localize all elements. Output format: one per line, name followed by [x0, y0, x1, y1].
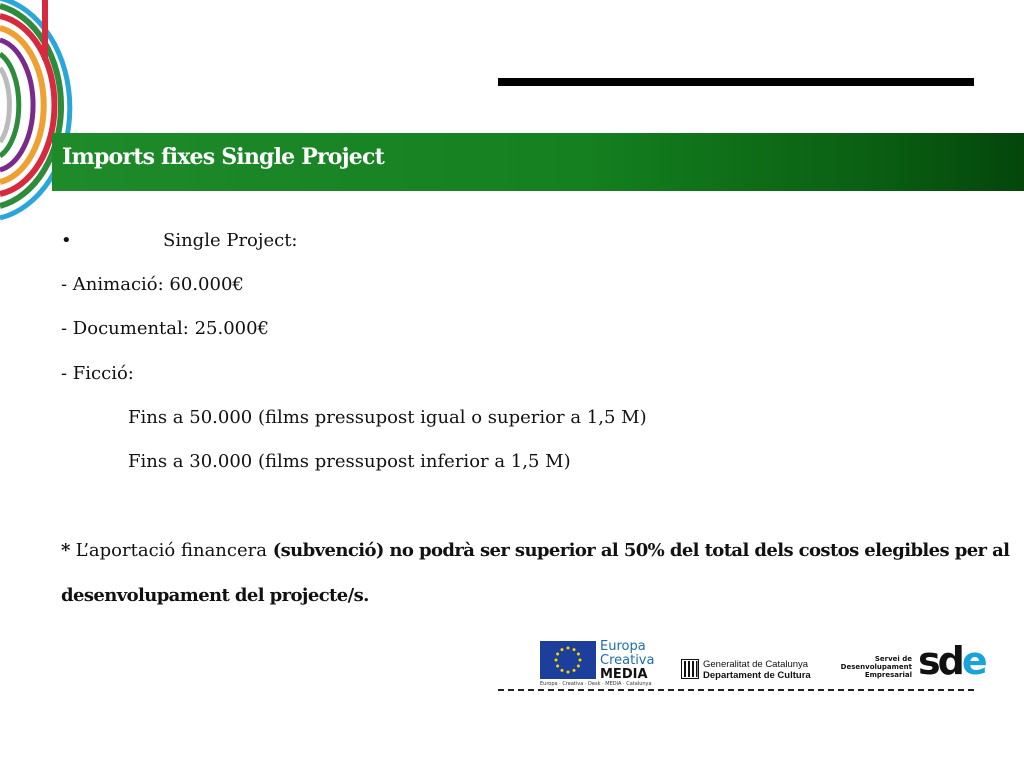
- sde-logo: [918, 640, 985, 682]
- europa-sub-label: Europa · Creativa · Desk · MEDIA · Catalunya: [540, 681, 652, 687]
- sde-caption-line-3: Empresarial: [864, 671, 912, 679]
- decorative-arcs: [0, 0, 90, 230]
- sde-caption-line-1: Servei de: [874, 655, 912, 663]
- note-line-2: desenvolupament del projecte/s.: [61, 585, 369, 606]
- note-line-1: [61, 540, 1009, 562]
- top-rule: [498, 78, 974, 86]
- sub-item-1: Fins a 50.000 (films pressupost igual o superior a 1,5 M): [128, 407, 647, 428]
- departament-label: Departament de Cultura: [703, 670, 811, 681]
- europa-label: Europa: [600, 639, 646, 654]
- item-animacio: - Animació: 60.000€: [61, 274, 244, 295]
- generalitat-logo: [703, 659, 811, 681]
- slide-title: Imports fixes Single Project: [62, 144, 384, 170]
- footer-dashed-rule: [498, 689, 974, 691]
- bullet-dot: •: [61, 230, 72, 251]
- sde-logo-s: s: [918, 639, 938, 683]
- sde-caption: [838, 655, 912, 679]
- creativa-label: Creativa: [600, 653, 655, 668]
- note-asterisk: *: [61, 540, 70, 561]
- title-band: [52, 133, 1024, 191]
- sde-caption-line-2: Desenvolupament: [840, 663, 912, 671]
- europa-creativa-logo: [600, 640, 654, 682]
- sde-logo-e: e: [961, 639, 985, 683]
- item-ficcio: - Ficció:: [61, 363, 134, 384]
- note-bold-1: (subvenció) no podrà ser superior al 50% del total dels costos elegibles per al: [272, 540, 1010, 561]
- sde-logo-d: d: [937, 639, 962, 683]
- media-label: MEDIA: [600, 667, 648, 682]
- sub-item-2: Fins a 30.000 (films pressupost inferior a 1,5 M): [128, 451, 571, 472]
- generalitat-flag-icon: [681, 659, 699, 679]
- bullet-text: Single Project:: [163, 230, 298, 251]
- item-documental: - Documental: 25.000€: [61, 318, 270, 339]
- eu-flag-icon: [540, 641, 596, 679]
- note-plain: L’aportació financera: [75, 540, 267, 561]
- generalitat-label: Generalitat de Catalunya: [703, 659, 809, 670]
